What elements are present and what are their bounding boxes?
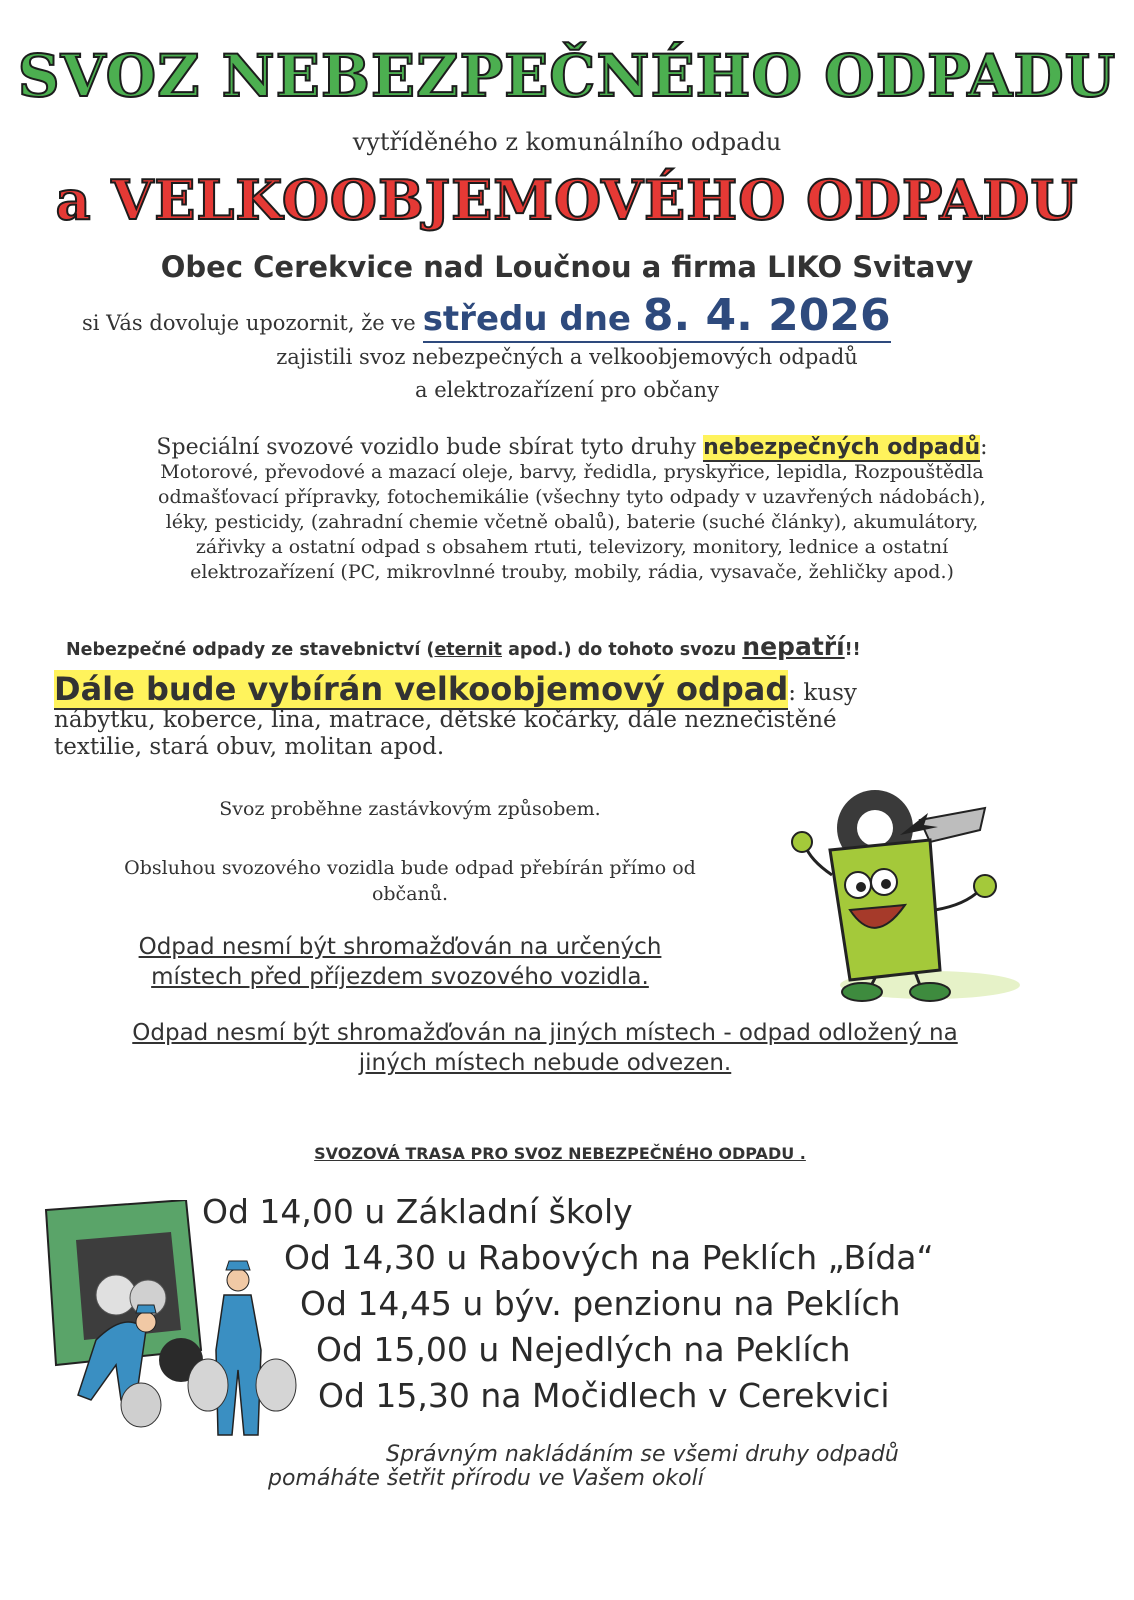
recycle-bin-mascot-icon xyxy=(780,780,1040,1010)
subtitle: vytříděného z komunálního odpadu xyxy=(352,128,782,156)
footer-slogan xyxy=(260,1443,1040,1491)
route-stop: Od 15,00 u Nejedlých na Peklích xyxy=(316,1330,851,1369)
announcement-date-line xyxy=(82,290,1062,341)
announce-line-2: zajistili svoz nebezpečných a velkoobjemových odpadů xyxy=(276,345,858,369)
announce-day: středu dne xyxy=(422,299,631,339)
route-stop: Od 14,30 u Rabových na Peklích „Bída“ xyxy=(284,1238,934,1277)
route-stop: Od 14,00 u Základní školy xyxy=(202,1192,633,1231)
hazardous-intro-line: Speciální svozové vozidlo bude sbírat tyto druhy nebezpečných odpadů: xyxy=(156,435,988,460)
no-pile-1-line-1: Odpad nesmí být shromažďován na určených xyxy=(138,934,662,960)
hazardous-list-line: léky, pesticidy, (zahradní chemie včetně obalů), baterie (suché články), akumulátory, xyxy=(165,511,979,533)
hazardous-paragraph xyxy=(52,435,1092,585)
footer-line-1: Správným nakládáním se všemi druhy odpadů xyxy=(386,1442,899,1467)
garbage-truck-workers-icon xyxy=(36,1200,316,1460)
bulky-line-2: nábytku, koberce, lina, matrace, dětské kočárky, dále neznečistěné xyxy=(54,707,837,733)
hazardous-intro: Speciální svozové vozidlo bude sbírat tyto druhy xyxy=(156,435,697,460)
announce-line-3: a elektrozařízení pro občany xyxy=(415,378,719,402)
handover-line-1: Obsluhou svozového vozidla bude odpad přebírán přímo od xyxy=(124,857,696,879)
no-pile-2-line-1: Odpad nesmí být shromažďován na jiných místech - odpad odložený na xyxy=(132,1020,958,1046)
bulky-rest: : kusy xyxy=(788,680,857,706)
no-pile-2-line-2: jiných místech nebude odvezen. xyxy=(358,1050,732,1076)
hazardous-list-line: odmašťovací přípravky, fotochemikálie (všechny tyto odpady v uzavřených nádobách), xyxy=(158,486,986,508)
no-pile-warning-2 xyxy=(30,1018,1060,1078)
title-hazardous: SVOZ NEBEZPEČNÉHO ODPADU xyxy=(17,42,1117,110)
bulky-waste-paragraph xyxy=(54,670,1074,761)
route-stop: Od 15,30 na Močidlech v Cerekvici xyxy=(318,1376,890,1415)
announce-date: 8. 4. 2026 xyxy=(642,290,891,341)
organizers: Obec Cerekvice nad Loučnou a firma LIKO Svitavy xyxy=(160,250,974,284)
warning-end: !! xyxy=(844,640,861,660)
bulky-highlight: Dále bude vybírán velkoobjemový odpad xyxy=(54,670,789,708)
hazardous-list-line: zářivky a ostatní odpad s obsahem rtuti, televizory, monitory, lednice a ostatní xyxy=(195,536,949,558)
warning-not-belong: nepatří xyxy=(742,632,845,661)
warning-text-1: Nebezpečné odpady ze stavebnictví ( xyxy=(66,640,435,660)
stop-method: Svoz proběhne zastávkovým způsobem. xyxy=(219,798,601,820)
no-pile-1-line-2: místech před příjezdem svozového vozidla. xyxy=(151,964,649,990)
hazardous-list-line: Motorové, převodové a mazací oleje, barvy, ředidla, pryskyřice, lepidla, Rozpouštědla xyxy=(160,461,984,483)
hazardous-highlight: nebezpečných odpadů xyxy=(703,435,981,460)
no-pile-warning-1 xyxy=(40,932,760,992)
footer-line-2: pomáháte šetřit přírodu ve Vašem okolí xyxy=(268,1466,704,1491)
title-bulky: a VELKOOBJEMOVÉHO ODPADU xyxy=(55,168,1079,232)
handover-line-2: občanů. xyxy=(371,883,449,905)
announce-day-date xyxy=(422,290,891,343)
warning-text-2: apod.) do tohoto svozu xyxy=(502,640,743,660)
route-title: SVOZOVÁ TRASA PRO SVOZ NEBEZPEČNÉHO ODPADU . xyxy=(314,1144,806,1163)
handover-text xyxy=(50,855,770,907)
hazardous-list-line: elektrozařízení (PC, mikrovlnné trouby, mobily, rádia, vysavače, žehličky apod.) xyxy=(190,561,954,583)
warning-eternit: eternit xyxy=(434,640,502,660)
construction-waste-warning xyxy=(66,632,1076,661)
bulky-line-3: textilie, stará obuv, molitan apod. xyxy=(54,734,445,760)
route-stop: Od 14,45 u býv. penzionu na Peklích xyxy=(300,1284,901,1323)
announce-prefix: si Vás dovoluje upozornit, že ve xyxy=(82,311,416,335)
